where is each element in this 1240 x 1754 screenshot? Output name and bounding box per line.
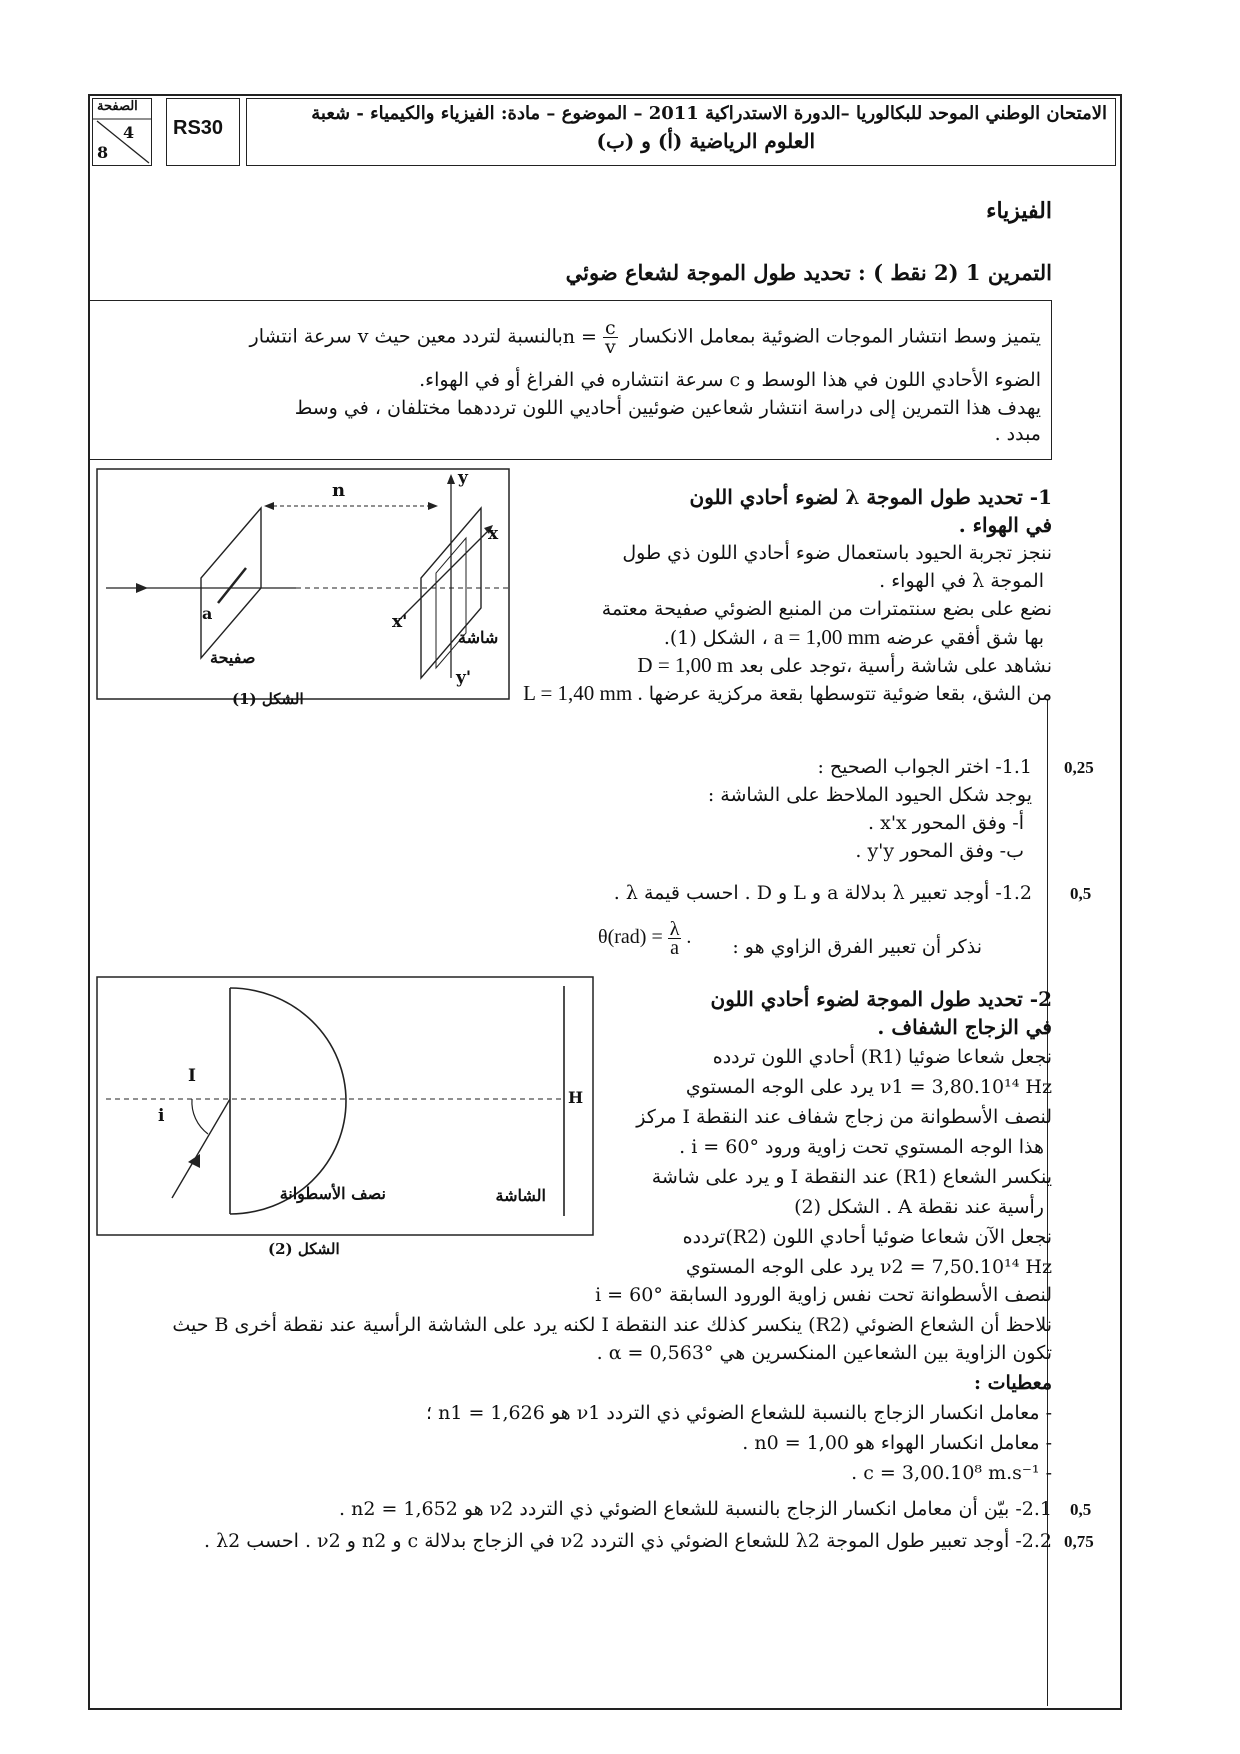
fig1-caption: الشكل (1) [232, 690, 304, 708]
intro-box [88, 300, 1052, 460]
fig2-H: H [568, 1088, 584, 1107]
fig1-y: y [458, 468, 468, 488]
intro-line1 [250, 319, 1041, 356]
d-arrow-right [428, 502, 438, 510]
theta-formula [598, 920, 691, 957]
recall-text: نذكر أن تعبير الفرق الزاوي هو : [732, 936, 982, 958]
angle-arc [192, 1099, 208, 1134]
d-arrow-left [264, 502, 274, 510]
part1-p6a: من الشق، بقعا ضوئية تتوسطها بقعة مركزية عرضها [648, 683, 1052, 705]
part1-p4 [664, 624, 1044, 652]
x-axis [396, 528, 491, 623]
fig1-n-label: n [332, 480, 346, 501]
figure-1-border [97, 469, 509, 699]
theta-eq: θ(rad) = [598, 926, 663, 949]
option-b: ب- وفق المحور y'y . [855, 840, 1024, 862]
header-line2: العلوم الرياضية (أ) و (ب) [596, 129, 815, 153]
score-column-divider [1047, 700, 1048, 1706]
part2-title1: 2- تحديد طول الموجة لضوء أحادي اللون [710, 987, 1052, 1011]
score-2-1: 0,5 [1070, 1500, 1092, 1519]
slit-width-value: a = 1,00 mm [773, 625, 881, 649]
part1-p5a: نشاهد على شاشة رأسية ،توجد على بعد [739, 655, 1052, 677]
distance-D-value: D = 1,00 m [637, 653, 734, 677]
part1-p3: نضع على بضع سنتمترات من المنبع الضوئي صفيحة معتمة [601, 598, 1052, 620]
part2-p1: نجعل شعاعا ضوئيا (R1) أحادي اللون تردده [712, 1046, 1052, 1068]
question-1-1: 1.1- اختر الجواب الصحيح : [817, 756, 1032, 778]
part1-p5 [637, 652, 1052, 680]
part1-title1: 1- تحديد طول الموجة λ لضوء أحادي اللون [689, 485, 1052, 509]
page-total: 8 [97, 143, 109, 162]
figure-2-svg [96, 976, 596, 1266]
intro-line2: الضوء الأحادي اللون في هذا الوسط و c سرعة انتشاره في الفراغ أو في الهواء. [419, 369, 1041, 391]
fig1-plate-label: صفيحة [210, 648, 256, 667]
y-arrow [447, 474, 455, 484]
page-num: 4 [123, 123, 135, 142]
part2-p8: ν2 = 7,50.10¹⁴ Hz يرد على الوجه المستوي [685, 1256, 1052, 1278]
part1-p4a: بها شق أفقي عرضه [886, 627, 1044, 649]
header-title-box [246, 98, 1116, 166]
part2-p2: ν1 = 3,80.10¹⁴ Hz يرد على الوجه المستوي [685, 1076, 1052, 1098]
page-label: الصفحة [97, 99, 138, 114]
central-spot-width-value: L = 1,40 mm . [523, 681, 643, 705]
subject-title: الفيزياء [986, 198, 1052, 224]
fig2-i: i [158, 1106, 165, 1126]
fig2-I: I [188, 1066, 196, 1086]
slit [218, 568, 246, 603]
code-box [166, 98, 240, 166]
fig1-xp: x' [392, 612, 408, 632]
page-number-box [92, 98, 152, 166]
plate-shape [201, 508, 261, 658]
data-n0: - معامل انكسار الهواء هو n0 = 1,00 . [742, 1432, 1052, 1454]
exam-code: RS30 [173, 117, 224, 139]
question-2-1: 2.1- بيّن أن معامل انكسار الزجاج بالنسبة للشعاع الضوئي ذي التردد ν2 هو n2 = 1,652 . [338, 1498, 1052, 1520]
part2-p5: ينكسر الشعاع (R1) عند النقطة I و يرد على شاشة [651, 1166, 1052, 1188]
intro-n-formula [562, 317, 624, 358]
fig2-half-cylinder-label: نصف الأسطوانة [279, 1184, 386, 1203]
fig1-screen-label: شاشة [458, 628, 499, 647]
incident-arrow [188, 1154, 200, 1168]
theta-num: λ [669, 918, 680, 940]
figure-2 [96, 976, 596, 1266]
question-1-2: 1.2- أوجد تعبير λ بدلالة a و L و D . احسب قيمة λ . [613, 882, 1032, 904]
theta-den: a [670, 937, 680, 959]
intro-l1a: يتميز وسط انتشار الموجات الضوئية بمعامل الانكسار [629, 325, 1041, 348]
part1-p2: الموجة λ في الهواء . [879, 570, 1044, 592]
score-1-1: 0,25 [1064, 758, 1094, 777]
intro-frac-num: c [604, 317, 616, 339]
part2-p10: نلاحظ أن الشعاع الضوئي (R2) ينكسر كذلك عند النقطة I لكنه يرد على الشاشة الرأسية عند نقطة أخرى B حيث [172, 1314, 1052, 1336]
data-title: معطيات : [974, 1372, 1052, 1394]
fig1-yp: y' [456, 668, 472, 688]
intro-line4: مبدد . [994, 423, 1041, 445]
header-line1: الامتحان الوطني الموحد للبكالوريا –الدورة الاستدراكية 2011 – الموضوع – مادة: الفيزياء والكيمياء - شعبة [311, 103, 1107, 124]
part1-p1: ننجز تجربة الحيود باستعمال ضوء أحادي اللون ذي طول [622, 542, 1052, 564]
intro-n-eq: n = [562, 325, 597, 348]
data-n1: - معامل انكسار الزجاج بالنسبة للشعاع الضوئي ذي التردد ν1 هو n1 = 1,626 ؛ [426, 1402, 1052, 1424]
ray-arrow [136, 583, 148, 593]
intro-l1b: بالنسبة لتردد معين حيث v سرعة انتشار [249, 325, 563, 348]
part1-title2: في الهواء . [958, 513, 1052, 537]
part1-p4b: ، الشكل (1). [663, 627, 768, 649]
part2-p9: لنصف الأسطوانة تحت نفس زاوية الورود السابقة i = 60° [595, 1284, 1052, 1306]
figure-1-svg [96, 468, 512, 712]
part2-p6: رأسية عند نقطة A . الشكل (2) [794, 1196, 1044, 1218]
q11-text: يوجد شكل الحيود الملاحظ على الشاشة : [707, 784, 1032, 806]
fig1-a: a [202, 604, 213, 623]
intro-fraction [603, 319, 618, 356]
score-2-2: 0,75 [1064, 1532, 1094, 1551]
incident-ray [172, 1099, 230, 1198]
part2-p11: تكون الزاوية بين الشعاعين المنكسرين هي α = 0,563° . [596, 1342, 1052, 1364]
half-cylinder-arc [230, 988, 346, 1214]
fig1-x: x [488, 524, 499, 544]
exercise-title: التمرين 1 (2 نقط ) : تحديد طول الموجة لشعاع ضوئي [565, 260, 1052, 285]
theta-end: . [686, 926, 692, 949]
figure-1 [96, 468, 512, 712]
score-1-2: 0,5 [1070, 884, 1092, 903]
part2-p7: نجعل الآن شعاعا ضوئيا أحادي اللون (R2)تردده [682, 1226, 1052, 1248]
intro-line3: يهدف هذا التمرين إلى دراسة انتشار شعاعين ضوئيين أحاديي اللون ترددهما مختلفان ، في وسط [294, 397, 1041, 419]
part2-title2: في الزجاج الشفاف . [877, 1015, 1052, 1039]
part2-p4: هذا الوجه المستوي تحت زاوية ورود i = 60° . [679, 1136, 1044, 1158]
part2-p3: لنصف الأسطوانة من زجاج شفاف عند النقطة I مركز [636, 1106, 1052, 1128]
intro-frac-den: v [604, 336, 616, 358]
data-c: - c = 3,00.10⁸ m.s⁻¹ . [851, 1462, 1052, 1484]
fig2-caption: الشكل (2) [268, 1240, 340, 1258]
option-a: أ- وفق المحور x'x . [868, 812, 1024, 834]
question-2-2: 2.2- أوجد تعبير طول الموجة λ2 للشعاع الضوئي ذي التردد ν2 في الزجاج بدلالة c و n2 و ν2 . احسب λ2 . [204, 1530, 1052, 1552]
fig2-screen-label: الشاشة [495, 1186, 546, 1205]
theta-fraction [668, 920, 682, 957]
part1-p6 [523, 680, 1052, 708]
